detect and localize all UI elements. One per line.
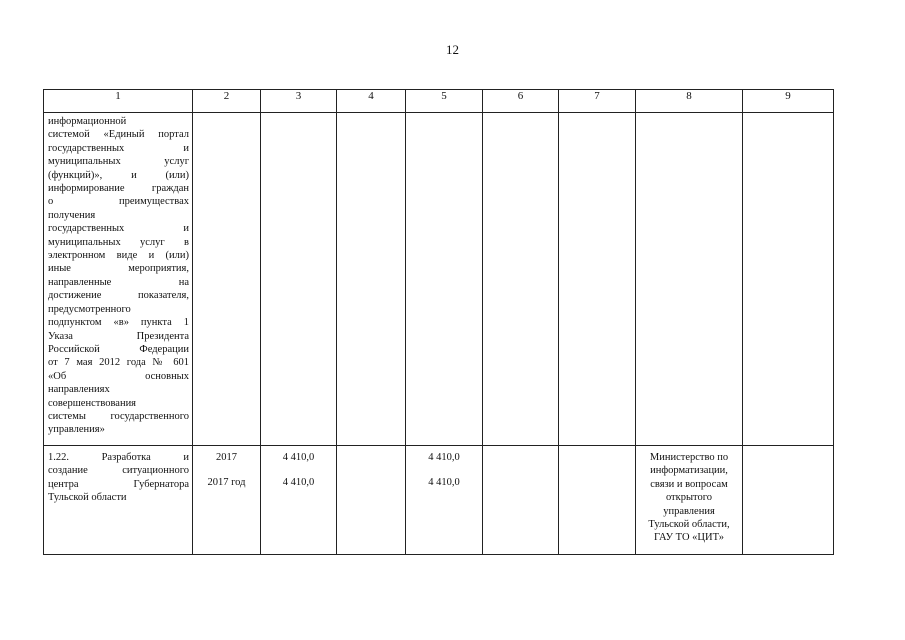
description-line: информирование граждан <box>48 183 189 195</box>
description-cell <box>44 446 193 555</box>
description-line: муниципальных услуг в <box>48 236 189 248</box>
empty-cell <box>743 446 834 555</box>
header-cell: 5 <box>406 90 483 113</box>
empty-cell <box>483 446 559 555</box>
description-line: создание ситуационного <box>48 465 189 477</box>
amount-cell <box>261 446 337 555</box>
program-table <box>43 89 834 555</box>
description-line: Тульской области <box>48 492 127 504</box>
description-line: направленные на <box>48 276 189 288</box>
description-line: государственных и <box>48 223 189 235</box>
table-row-continued <box>44 113 834 446</box>
empty-cell <box>483 113 559 446</box>
header-row <box>44 90 834 113</box>
description-line: от 7 мая 2012 года № 601 <box>48 357 189 369</box>
period-value: 2017 <box>216 452 237 463</box>
empty-cell <box>337 446 406 555</box>
description-line: достижение показателя, <box>48 290 189 302</box>
description-line: системы государственного <box>48 410 189 422</box>
description-cell <box>44 113 193 446</box>
description-line: предусмотренного <box>48 303 131 315</box>
executor-cell <box>636 446 743 555</box>
header-cell: 9 <box>743 90 834 113</box>
empty-cell <box>743 113 834 446</box>
amount-value: 4 410,0 <box>282 452 315 463</box>
description-line: электронном виде и (или) <box>48 250 189 262</box>
description-line: иные мероприятия, <box>48 263 189 275</box>
empty-cell <box>559 446 636 555</box>
description-line: государственных и <box>48 142 189 154</box>
description-line: муниципальных услуг <box>48 156 189 168</box>
description-line: информационной <box>48 116 127 127</box>
amount-value: 4 410,0 <box>282 477 315 489</box>
amount-cell <box>406 446 483 555</box>
period-cell <box>193 446 261 555</box>
description-line: получения <box>48 209 96 221</box>
description-line: системой «Единый портал <box>48 129 189 141</box>
description-line: Указа Президента <box>48 330 189 342</box>
empty-cell <box>406 113 483 446</box>
executor-line: Министерство по <box>649 452 729 463</box>
description-line: подпунктом «в» пункта 1 <box>48 317 189 329</box>
header-cell: 3 <box>261 90 337 113</box>
description-line: совершенствования <box>48 397 137 409</box>
description-line: направлениях <box>48 384 110 396</box>
executor-line: Тульской области, <box>648 519 730 531</box>
header-cell: 7 <box>559 90 636 113</box>
table-row-1-22 <box>44 446 834 555</box>
description-line: центра Губернатора <box>48 478 189 490</box>
executor-line: связи и вопросам <box>650 478 728 490</box>
description-line: Российской Федерации <box>48 343 189 355</box>
header-cell: 8 <box>636 90 743 113</box>
header-cell: 4 <box>337 90 406 113</box>
empty-cell <box>261 113 337 446</box>
header-cell: 6 <box>483 90 559 113</box>
header-cell: 1 <box>44 90 193 113</box>
executor-line: открытого <box>665 492 713 504</box>
executor-line: ГАУ ТО «ЦИТ» <box>654 532 724 544</box>
empty-cell <box>559 113 636 446</box>
executor-line: управления <box>663 505 715 517</box>
page-number: 12 <box>446 42 459 57</box>
description-line: о преимуществах <box>48 196 189 208</box>
empty-cell <box>337 113 406 446</box>
description-line: «Об основных <box>48 370 189 382</box>
period-value: 2017 год <box>207 477 246 489</box>
description-line: (функций)», и (или) <box>48 169 189 181</box>
amount-value: 4 410,0 <box>428 477 460 489</box>
description-line: управления» <box>48 424 105 436</box>
description-line: 1.22. Разработка и <box>48 452 189 463</box>
header-cell: 2 <box>193 90 261 113</box>
empty-cell <box>636 113 743 446</box>
amount-value: 4 410,0 <box>428 452 460 463</box>
empty-cell <box>193 113 261 446</box>
executor-line: информатизации, <box>650 465 728 477</box>
